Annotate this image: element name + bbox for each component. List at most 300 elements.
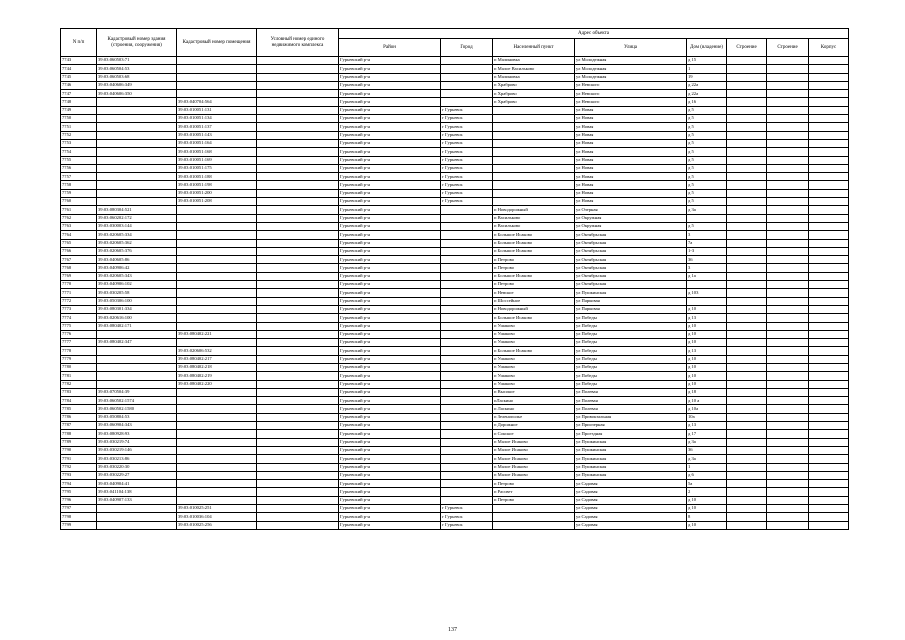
- table-row: [61, 339, 849, 347]
- cell-street: ул Невского: [575, 98, 687, 106]
- cell-room-number: [177, 405, 257, 413]
- cell-city: [441, 272, 493, 280]
- cell-street: ул Октябрьская: [575, 239, 687, 247]
- cell-complex-number: [257, 438, 339, 446]
- table-row: [61, 413, 849, 421]
- cell-row-num: 7772: [61, 297, 97, 305]
- cell-district: Гурьевский р-н: [339, 115, 441, 123]
- cell-block: [809, 397, 849, 405]
- cell-building-1: [727, 189, 767, 197]
- table-row: [61, 488, 849, 496]
- cell-complex-number: [257, 181, 339, 189]
- cell-settlement: п Малиновка: [493, 57, 575, 65]
- cell-settlement: п Малое Исаково: [493, 455, 575, 463]
- cell-settlement: п Храброво: [493, 98, 575, 106]
- cell-block: [809, 90, 849, 98]
- cell-street: ул Новая: [575, 123, 687, 131]
- cell-settlement: [493, 173, 575, 181]
- cell-street: ул Октябрьская: [575, 231, 687, 239]
- cell-settlement: [493, 198, 575, 206]
- registry-table: [60, 28, 849, 530]
- cell-city: [441, 65, 493, 73]
- cell-room-number: [177, 239, 257, 247]
- cell-room-number: 39:03:010051:137: [177, 123, 257, 131]
- cell-building-2: [767, 98, 809, 106]
- cell-complex-number: [257, 322, 339, 330]
- cell-block: [809, 139, 849, 147]
- table-row: [61, 73, 849, 81]
- cell-complex-number: [257, 347, 339, 355]
- cell-block: [809, 455, 849, 463]
- cell-complex-number: [257, 139, 339, 147]
- cell-complex-number: [257, 247, 339, 255]
- cell-building-2: [767, 488, 809, 496]
- cell-building-2: [767, 446, 809, 454]
- cell-row-num: 7769: [61, 272, 97, 280]
- cell-row-num: 7787: [61, 422, 97, 430]
- cell-district: Гурьевский р-н: [339, 322, 441, 330]
- cell-house: д 10: [687, 355, 727, 363]
- cell-settlement: [493, 513, 575, 521]
- cell-city: г Гурьевск: [441, 106, 493, 114]
- header-building-1: Строение: [727, 39, 767, 57]
- cell-building-1: [727, 272, 767, 280]
- cell-building-1: [727, 463, 767, 471]
- cell-building-1: [727, 115, 767, 123]
- cell-row-num: 7777: [61, 339, 97, 347]
- cell-building-1: [727, 330, 767, 338]
- header-building-number: Кадастровый номер здания (строения, сооружения): [97, 29, 177, 57]
- cell-district: Гурьевский р-н: [339, 65, 441, 73]
- cell-complex-number: [257, 521, 339, 529]
- cell-building-1: [727, 231, 767, 239]
- cell-block: [809, 347, 849, 355]
- cell-street: ул Новая: [575, 115, 687, 123]
- cell-house: 19: [687, 73, 727, 81]
- cell-district: Гурьевский р-н: [339, 480, 441, 488]
- cell-complex-number: [257, 380, 339, 388]
- cell-building-2: [767, 480, 809, 488]
- cell-street: ул Октябрьская: [575, 264, 687, 272]
- cell-city: [441, 231, 493, 239]
- table-row: [61, 430, 849, 438]
- cell-district: Гурьевский р-н: [339, 231, 441, 239]
- cell-building-1: [727, 488, 767, 496]
- cell-building-2: [767, 198, 809, 206]
- cell-building-number: 39:03:060202:172: [97, 214, 177, 222]
- cell-building-number: 39:03:041104:138: [97, 488, 177, 496]
- cell-complex-number: [257, 272, 339, 280]
- cell-city: [441, 380, 493, 388]
- cell-house: д 13: [687, 347, 727, 355]
- cell-block: [809, 471, 849, 479]
- cell-building-1: [727, 446, 767, 454]
- cell-street: ул Проездная: [575, 430, 687, 438]
- cell-district: Гурьевский р-н: [339, 330, 441, 338]
- cell-district: Гурьевский р-н: [339, 355, 441, 363]
- cell-district: Гурьевский р-н: [339, 139, 441, 147]
- cell-complex-number: [257, 289, 339, 297]
- cell-room-number: [177, 206, 257, 214]
- cell-settlement: п Большое Исаково: [493, 239, 575, 247]
- cell-block: [809, 156, 849, 164]
- cell-row-num: 7773: [61, 305, 97, 313]
- cell-settlement: [493, 123, 575, 131]
- cell-city: [441, 98, 493, 106]
- table-row: [61, 505, 849, 513]
- cell-city: [441, 496, 493, 504]
- cell-row-num: 7747: [61, 90, 97, 98]
- cell-complex-number: [257, 256, 339, 264]
- table-row: [61, 455, 849, 463]
- cell-room-number: [177, 297, 257, 305]
- cell-block: [809, 65, 849, 73]
- cell-street: ул Победы: [575, 347, 687, 355]
- cell-row-num: 7761: [61, 206, 97, 214]
- cell-building-1: [727, 139, 767, 147]
- table-row: [61, 388, 849, 396]
- cell-city: [441, 388, 493, 396]
- cell-block: [809, 189, 849, 197]
- cell-row-num: 7756: [61, 164, 97, 172]
- cell-complex-number: [257, 496, 339, 504]
- cell-house: 1: [687, 463, 727, 471]
- cell-row-num: 7779: [61, 355, 97, 363]
- cell-district: Гурьевский р-н: [339, 131, 441, 139]
- cell-complex-number: [257, 372, 339, 380]
- cell-building-2: [767, 131, 809, 139]
- cell-street: ул Новая: [575, 181, 687, 189]
- cell-settlement: п Петрово: [493, 264, 575, 272]
- cell-house: д 10 a: [687, 397, 727, 405]
- cell-room-number: [177, 222, 257, 230]
- cell-settlement: п Храброво: [493, 90, 575, 98]
- cell-complex-number: [257, 57, 339, 65]
- cell-room-number: 39:03:010025:256: [177, 521, 257, 529]
- cell-block: [809, 413, 849, 421]
- cell-block: [809, 98, 849, 106]
- cell-row-num: 7781: [61, 372, 97, 380]
- cell-building-number: 39:03:030003:144: [97, 222, 177, 230]
- cell-building-1: [727, 297, 767, 305]
- cell-building-1: [727, 339, 767, 347]
- cell-street: ул Победы: [575, 363, 687, 371]
- cell-room-number: 39:03:010051:200: [177, 189, 257, 197]
- cell-room-number: 39:03:010051:175: [177, 164, 257, 172]
- cell-settlement: [493, 505, 575, 513]
- cell-building-1: [727, 471, 767, 479]
- cell-settlement: п Ушаково: [493, 322, 575, 330]
- header-complex-number: Условный номер единого недвижимого комплекса: [257, 29, 339, 57]
- cell-house: д 5: [687, 181, 727, 189]
- cell-complex-number: [257, 164, 339, 172]
- cell-building-2: [767, 281, 809, 289]
- cell-district: Гурьевский р-н: [339, 164, 441, 172]
- cell-building-2: [767, 397, 809, 405]
- cell-building-2: [767, 305, 809, 313]
- cell-city: [441, 322, 493, 330]
- cell-building-number: 39:03:020605:362: [97, 239, 177, 247]
- cell-complex-number: [257, 123, 339, 131]
- cell-house: 7a: [687, 239, 727, 247]
- cell-block: [809, 330, 849, 338]
- cell-building-1: [727, 405, 767, 413]
- cell-district: Гурьевский р-н: [339, 181, 441, 189]
- cell-building-1: [727, 156, 767, 164]
- cell-city: [441, 305, 493, 313]
- cell-block: [809, 164, 849, 172]
- cell-room-number: [177, 264, 257, 272]
- cell-building-number: 39:03:030219:74: [97, 438, 177, 446]
- cell-building-2: [767, 231, 809, 239]
- cell-street: ул Садовая: [575, 496, 687, 504]
- cell-block: [809, 513, 849, 521]
- cell-building-2: [767, 496, 809, 504]
- cell-building-2: [767, 422, 809, 430]
- cell-street: ул Пушкинская: [575, 289, 687, 297]
- cell-house: д 22a: [687, 90, 727, 98]
- cell-room-number: 39:03:010051:188: [177, 173, 257, 181]
- cell-building-number: 39:03:040906:102: [97, 281, 177, 289]
- cell-building-1: [727, 181, 767, 189]
- cell-building-number: [97, 156, 177, 164]
- cell-row-num: 7793: [61, 471, 97, 479]
- cell-house: д 13: [687, 314, 727, 322]
- cell-block: [809, 206, 849, 214]
- cell-settlement: [493, 115, 575, 123]
- cell-block: [809, 57, 849, 65]
- registry-sheet: [60, 28, 848, 530]
- cell-city: [441, 480, 493, 488]
- cell-room-number: [177, 214, 257, 222]
- table-row: [61, 181, 849, 189]
- cell-building-number: [97, 363, 177, 371]
- cell-block: [809, 372, 849, 380]
- cell-building-2: [767, 272, 809, 280]
- table-row: [61, 247, 849, 255]
- cell-building-number: 39:03:050306:100: [97, 297, 177, 305]
- cell-district: Гурьевский р-н: [339, 173, 441, 181]
- cell-building-2: [767, 90, 809, 98]
- cell-settlement: п Петрово: [493, 496, 575, 504]
- cell-street: ул Пушкинская: [575, 438, 687, 446]
- cell-building-number: 39:03:060503:71: [97, 57, 177, 65]
- cell-row-num: 7764: [61, 231, 97, 239]
- table-row: [61, 123, 849, 131]
- cell-house: д 3a: [687, 438, 727, 446]
- cell-block: [809, 488, 849, 496]
- cell-house: д 5: [687, 139, 727, 147]
- cell-complex-number: [257, 430, 339, 438]
- cell-street: ул Победы: [575, 372, 687, 380]
- cell-block: [809, 355, 849, 363]
- cell-block: [809, 247, 849, 255]
- cell-city: г Гурьевск: [441, 131, 493, 139]
- cell-block: [809, 115, 849, 123]
- cell-row-num: 7768: [61, 264, 97, 272]
- cell-building-1: [727, 347, 767, 355]
- cell-building-number: 39:03:040606:350: [97, 90, 177, 98]
- cell-building-2: [767, 181, 809, 189]
- cell-building-1: [727, 206, 767, 214]
- cell-complex-number: [257, 314, 339, 322]
- cell-building-number: [97, 139, 177, 147]
- cell-street: ул Парковая: [575, 297, 687, 305]
- cell-building-number: 39:03:030229:27: [97, 471, 177, 479]
- cell-block: [809, 222, 849, 230]
- cell-block: [809, 106, 849, 114]
- cell-building-1: [727, 388, 767, 396]
- cell-row-num: 7782: [61, 380, 97, 388]
- cell-district: Гурьевский р-н: [339, 405, 441, 413]
- cell-building-2: [767, 405, 809, 413]
- cell-city: [441, 397, 493, 405]
- cell-city: г Гурьевск: [441, 521, 493, 529]
- cell-block: [809, 231, 849, 239]
- cell-block: [809, 380, 849, 388]
- cell-block: [809, 198, 849, 206]
- cell-room-number: [177, 455, 257, 463]
- cell-city: г Гурьевск: [441, 148, 493, 156]
- cell-building-number: 39:03:050804:53: [97, 413, 177, 421]
- cell-complex-number: [257, 65, 339, 73]
- table-row: [61, 521, 849, 529]
- cell-complex-number: [257, 281, 339, 289]
- cell-city: г Гурьевск: [441, 181, 493, 189]
- cell-city: г Гурьевск: [441, 189, 493, 197]
- cell-house: д 10: [687, 322, 727, 330]
- cell-house: д 5: [687, 189, 727, 197]
- cell-street: ул Пушкинская: [575, 471, 687, 479]
- cell-block: [809, 289, 849, 297]
- cell-building-2: [767, 413, 809, 421]
- cell-street: ул Новая: [575, 198, 687, 206]
- cell-district: Гурьевский р-н: [339, 272, 441, 280]
- cell-district: Гурьевский р-н: [339, 81, 441, 89]
- cell-settlement: п Петрово: [493, 256, 575, 264]
- table-row: [61, 347, 849, 355]
- cell-house: 8: [687, 513, 727, 521]
- cell-street: ул Садовая: [575, 513, 687, 521]
- cell-row-num: 7743: [61, 57, 97, 65]
- cell-building-1: [727, 289, 767, 297]
- cell-building-number: 39:03:040904:41: [97, 480, 177, 488]
- table-row: [61, 513, 849, 521]
- cell-building-1: [727, 98, 767, 106]
- cell-building-1: [727, 123, 767, 131]
- cell-settlement: п Малиновка: [493, 73, 575, 81]
- cell-settlement: п Ушаково: [493, 339, 575, 347]
- cell-city: г Гурьевск: [441, 123, 493, 131]
- cell-building-1: [727, 314, 767, 322]
- cell-building-number: [97, 98, 177, 106]
- cell-street: ул Невского: [575, 81, 687, 89]
- cell-building-1: [727, 363, 767, 371]
- cell-settlement: п Большое Исаково: [493, 314, 575, 322]
- cell-room-number: 39:03:080402:219: [177, 372, 257, 380]
- cell-house: 1: [687, 65, 727, 73]
- table-row: [61, 372, 849, 380]
- cell-building-2: [767, 430, 809, 438]
- cell-building-number: 39:03:060502:1574: [97, 397, 177, 405]
- table-row: [61, 272, 849, 280]
- cell-row-num: 7760: [61, 198, 97, 206]
- cell-row-num: 7766: [61, 247, 97, 255]
- cell-district: Гурьевский р-н: [339, 264, 441, 272]
- cell-street: ул Новая: [575, 131, 687, 139]
- cell-district: Гурьевский р-н: [339, 239, 441, 247]
- cell-settlement: [493, 139, 575, 147]
- table-row: [61, 422, 849, 430]
- cell-room-number: 39:03:010051:168: [177, 148, 257, 156]
- table-row: [61, 256, 849, 264]
- cell-street: ул Полевая: [575, 388, 687, 396]
- cell-complex-number: [257, 388, 339, 396]
- table-row: [61, 322, 849, 330]
- cell-complex-number: [257, 363, 339, 371]
- cell-house: д 10: [687, 330, 727, 338]
- cell-city: г Гурьевск: [441, 173, 493, 181]
- cell-block: [809, 521, 849, 529]
- cell-city: [441, 81, 493, 89]
- cell-building-2: [767, 256, 809, 264]
- cell-row-num: 7785: [61, 405, 97, 413]
- cell-row-num: 7745: [61, 73, 97, 81]
- cell-house: д 103: [687, 289, 727, 297]
- cell-building-number: 39:03:080402:171: [97, 322, 177, 330]
- cell-row-num: 7753: [61, 139, 97, 147]
- table-row: [61, 239, 849, 247]
- cell-building-number: [97, 164, 177, 172]
- cell-street: ул Окружная: [575, 214, 687, 222]
- cell-house: д 5: [687, 115, 727, 123]
- cell-complex-number: [257, 231, 339, 239]
- table-row: [61, 139, 849, 147]
- cell-house: д 10: [687, 496, 727, 504]
- cell-block: [809, 405, 849, 413]
- cell-city: [441, 314, 493, 322]
- header-block: Корпус: [809, 39, 849, 57]
- cell-building-number: 39:03:030219:146: [97, 446, 177, 454]
- cell-building-2: [767, 206, 809, 214]
- cell-building-number: [97, 148, 177, 156]
- cell-building-2: [767, 438, 809, 446]
- cell-block: [809, 81, 849, 89]
- cell-building-2: [767, 297, 809, 305]
- cell-building-number: [97, 115, 177, 123]
- cell-room-number: [177, 81, 257, 89]
- cell-house: д 10: [687, 521, 727, 529]
- cell-complex-number: [257, 480, 339, 488]
- cell-room-number: [177, 231, 257, 239]
- cell-row-num: 7778: [61, 347, 97, 355]
- cell-district: Гурьевский р-н: [339, 438, 441, 446]
- header-street: Улица: [575, 39, 687, 57]
- cell-settlement: п Новодорожный: [493, 206, 575, 214]
- cell-block: [809, 463, 849, 471]
- cell-building-2: [767, 355, 809, 363]
- cell-street: ул Победы: [575, 380, 687, 388]
- cell-building-1: [727, 513, 767, 521]
- cell-settlement: п Малое Исаково: [493, 463, 575, 471]
- cell-district: Гурьевский р-н: [339, 73, 441, 81]
- cell-room-number: [177, 272, 257, 280]
- cell-room-number: [177, 463, 257, 471]
- cell-district: Гурьевский р-н: [339, 189, 441, 197]
- cell-settlement: [493, 106, 575, 114]
- cell-city: [441, 363, 493, 371]
- cell-building-number: [97, 330, 177, 338]
